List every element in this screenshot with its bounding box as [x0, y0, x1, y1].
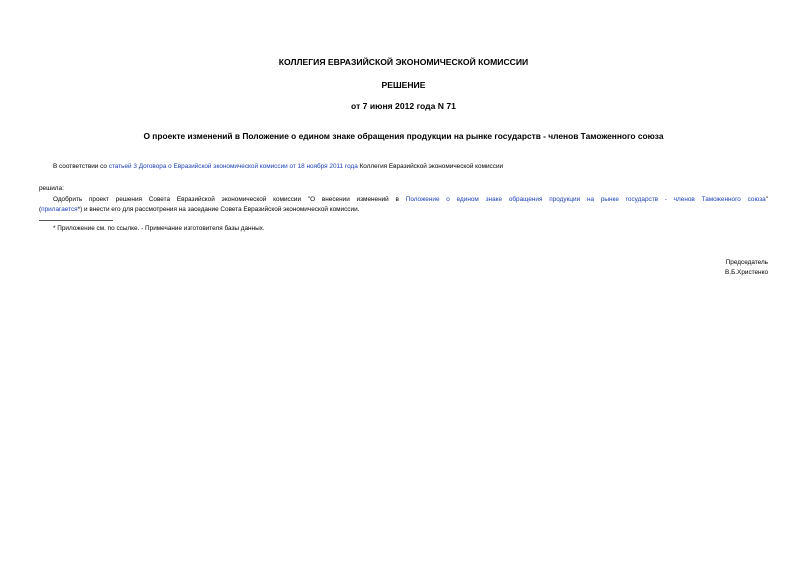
footnote-text: * Приложение см. по ссылке. - Примечание изготовителя базы данных.: [53, 225, 265, 232]
preamble-suffix: Коллегия Евразийской экономической комиссии: [357, 163, 504, 170]
decision-line-2: [39, 205, 768, 215]
signatory-name: В.Б.Христенко: [725, 269, 768, 276]
decision-prefix: Одобрить проект решения Совета Евразийской экономической комиссии "О внесении изменений в: [53, 196, 406, 203]
footnote-divider: [39, 220, 113, 221]
attachment-link[interactable]: прилагается: [41, 206, 78, 213]
decision-paren-open: (: [39, 206, 42, 213]
decision-quote-close: ": [765, 196, 768, 203]
treaty-article-link[interactable]: статьей 3 Договора о Евразийской экономической комиссии от 18 ноября 2011 года: [108, 163, 358, 170]
preamble-paragraph: [53, 163, 503, 171]
document-type: РЕШЕНИЕ: [381, 80, 426, 90]
document-authority: КОЛЛЕГИЯ ЕВРАЗИЙСКОЙ ЭКОНОМИЧЕСКОЙ КОМИССИИ: [278, 57, 529, 67]
decision-paragraph: [39, 195, 768, 215]
document-subject: О проекте изменений в Положение о едином знаке обращения продукции на рынке государств - членов Таможенного союза: [143, 131, 664, 141]
decision-line-1: [39, 195, 768, 205]
signatory-position: Председатель: [725, 259, 768, 266]
decision-suffix: *) и внести его для рассмотрения на заседание Совета Евразийской экономической комиссии.: [77, 206, 360, 213]
preamble-prefix: В соответствии со: [53, 163, 109, 170]
resolved-label: решила:: [39, 185, 64, 192]
signature-block: [725, 258, 768, 278]
regulation-link[interactable]: Положение о едином знаке обращения продукции на рынке государств - членов Таможенного союза: [405, 196, 766, 203]
document-date-number: от 7 июня 2012 года N 71: [351, 101, 456, 111]
